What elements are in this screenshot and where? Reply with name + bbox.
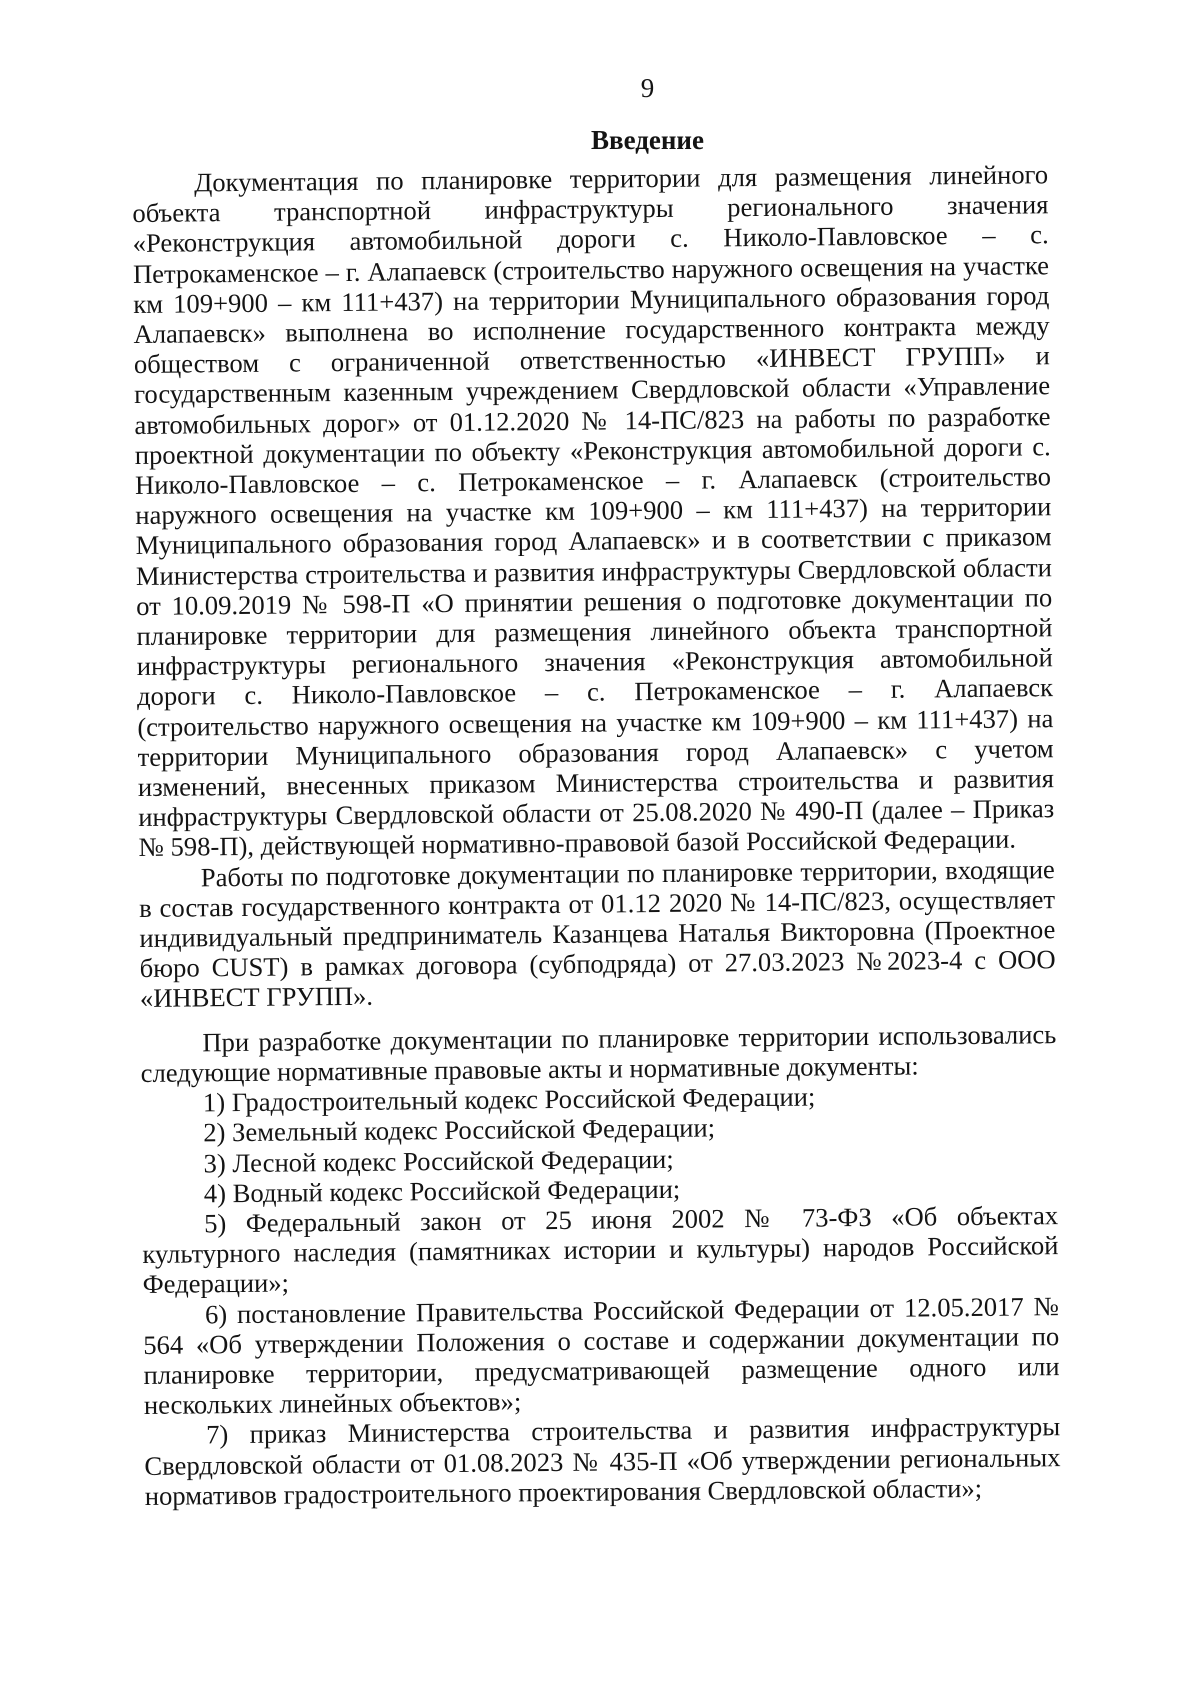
paragraph-intro: Документация по планировке территории для размещения линейного объекта транспортной инфраструктуры регионального значения «Реконструкция автомобильной дороги с. Николо-Павловское – с. Петрокаменское – г. Алапаевск (строительство наружного освещения на участке км 109+900 – км 111+437) на территории Муниципального образования город Алапаевск» выполнена во исполнение государственного контракта между обществом с ограниченной ответственностью «ИНВЕСТ ГРУПП» и государственным казенным учреждением Свердловской области «Управление автомобильных дорог» от 01.12.2020 № 14-ПС/823 на работы по разработке проектной документации по объекту «Реконструкция автомобильной дороги с. Николо-Павловское – с. Петрокаменское – г. Алапаевск (строительство наружного освещения на участке км 109+900 – км 111+437) на территории Муниципального образования город Алапаевск» и в соответствии с приказом Министерства строительства и развития инфраструктуры Свердловской области от 10.09.2019 № 598-П «О принятии решения о подготовке документации по планировке территории для размещения линейного объекта транспортной инфраструктуры регионального значения «Реконструкция автомобильной дороги с. Николо-Павловское – с. Петрокаменское – г. Алапаевск (строительство наружного освещения на участке км 109+900 – км 111+437) на территории Муниципального образования город Алапаевск» с учетом изменений, внесенных приказом Министерства строительства и развития инфраструктуры Свердловской области от 25.08.2020 № 490-П (далее – Приказ № 598-П), действующей нормативно-правовой базой Российской Федерации. (132, 159, 1055, 863)
section-heading: Введение (591, 125, 704, 155)
list-item: 2) Земельный кодекс Российской Федерации; (203, 1112, 716, 1148)
list-item: 5) Федеральный закон от 25 июня 2002 № 73-ФЗ «Об объектах культурного наследия (памятниках истории и культуры) народов Российской Федерации»; (142, 1200, 1059, 1300)
list-item: 1) Градостроительный кодекс Российской Федерации; (202, 1081, 816, 1118)
list-item: 4) Водный кодекс Российской Федерации; (203, 1173, 681, 1209)
list-item: 3) Лесной кодекс Российской Федерации; (203, 1143, 674, 1178)
paragraph-regulations-intro: При разработке документации по планировке территории использовались следующие нормативные правовые акты и нормативные документы: (140, 1018, 1057, 1088)
document-body (132, 159, 1061, 1511)
list-item: 6) постановление Правительства Российской Федерации от 12.05.2017 № 564 «Об утверждении Положения о составе и содержании документации по планировке территории, предусматривающей размещение одного или нескольких линейных объектов»; (143, 1290, 1060, 1421)
paragraph-contractor: Работы по подготовке документации по планировке территории, входящие в состав государственного контракта от 01.12 2020 № 14-ПС/823, осуществляет индивидуальный предприниматель Казанцева Наталья Викторовна (Проектное бюро CUST) в рамках договора (субподряда) от 27.03.2023 №2023-4 с ООО «ИНВЕСТ ГРУПП». (138, 853, 1056, 1014)
list-item: 7) приказ Министерства строительства и развития инфраструктуры Свердловской области от 01.08.2023 № 435-П «Об утверждении региональных нормативов градостроительного проектирования Свердловской области»; (144, 1411, 1061, 1511)
page-number: 9 (640, 73, 655, 103)
